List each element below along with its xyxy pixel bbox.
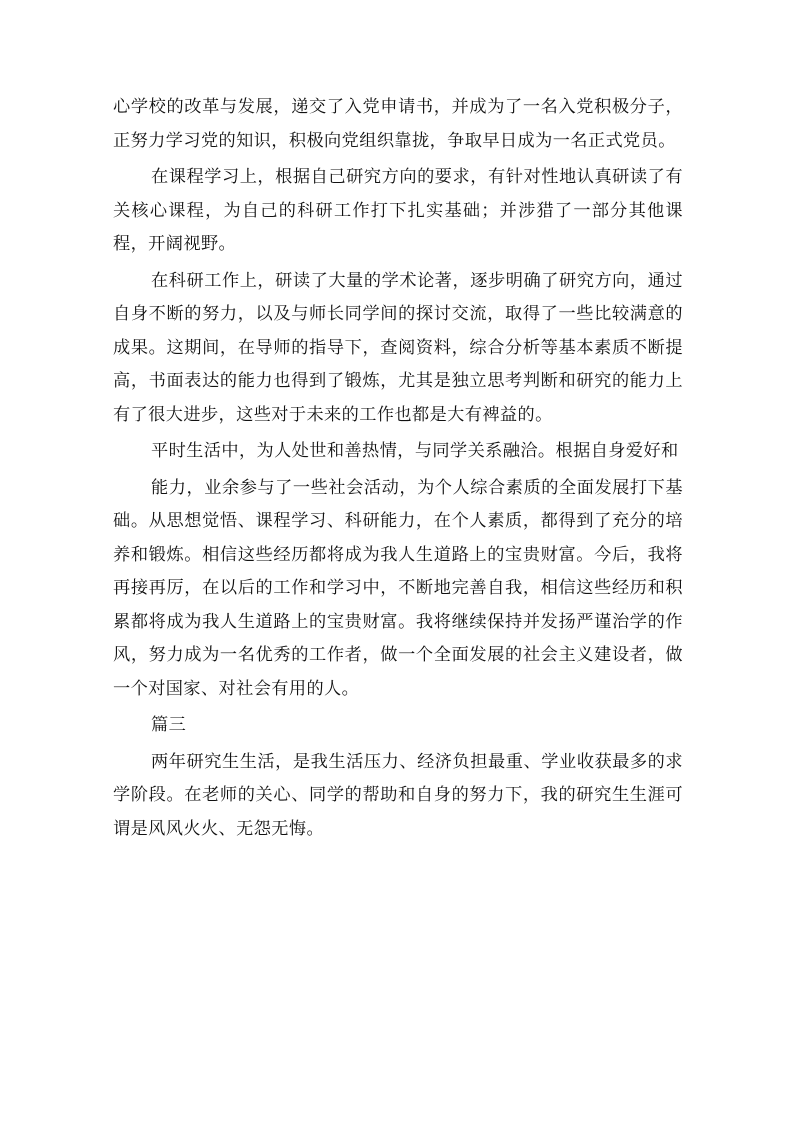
paragraph-course-study: 在课程学习上，根据自己研究方向的要求，有针对性地认真研读了有关核心课程，为自己的科研工作打下扎实基础；并涉猎了一部分其他课程，开阔视野。 [113,167,683,254]
paragraph-party-membership: 心学校的改革与发展，递交了入党申请书，并成为了一名入党积极分子，正努力学习党的知识，积极向党组织靠拢，争取早日成为一名正式党员。 [113,97,683,151]
section-heading-part-three: 篇三 [151,715,187,735]
paragraph-activities-summary: 能力，业余参与了一些社会活动，为个人综合素质的全面发展打下基础。从思想觉悟、课程学习、科研能力，在个人素质，都得到了充分的培养和锻炼。相信这些经历都将成为我人生道路上的宝贵财富。今后，我将再接再厉，在以后的工作和学习中，不断地完善自我，相信这些经历和积累都将成为我人生道路上的宝贵财富。我将继续保持并发扬严谨治学的作风，努力成为一名优秀的工作者，做一个全面发展的社会主义建设者，做一个对国家、对社会有用的人。 [113,477,683,699]
paragraph-research-work: 在科研工作上，研读了大量的学术论著，逐步明确了研究方向，通过自身不断的努力，以及与师长同学间的探讨交流，取得了一些比较满意的成果。这期间，在导师的指导下，查阅资料，综合分析等基本素质不断提高，书面表达的能力也得到了锻炼，尤其是独立思考判断和研究的能力上有了很大进步，这些对于未来的工作也都是大有裨益的。 [113,270,683,425]
paragraph-daily-life: 平时生活中，为人处世和善热情，与同学关系融洽。根据自身爱好和 [151,441,679,461]
paragraph-graduate-life: 两年研究生生活，是我生活压力、经济负担最重、学业收获最多的求学阶段。在老师的关心、同学的帮助和自身的努力下，我的研究生生涯可谓是风风火火、无怨无悔。 [113,751,683,839]
document-body [113,91,683,846]
